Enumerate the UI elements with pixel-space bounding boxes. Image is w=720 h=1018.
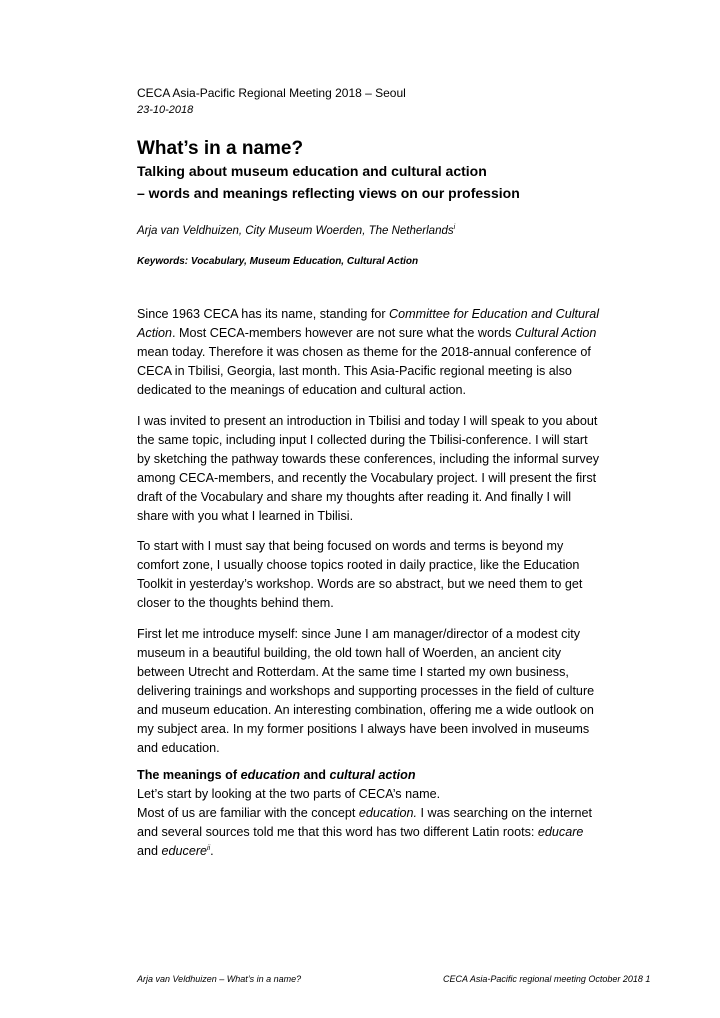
author-text: Arja van Veldhuizen, City Museum Woerden, The Netherlands [137,225,454,237]
text-run: Most of us are familiar with the concept [137,806,359,820]
text-run-italic: Action [137,326,173,340]
paragraph-line: Toolkit in yesterday’s workshop. Words are so abstract, but we need them to get [137,577,583,591]
paragraph-line: among CECA-members, and recently the Vocabulary project. I will present the first [137,471,597,485]
text-run: and several sources told me that this word has two different Latin roots: [137,825,538,839]
paragraph-line: share with you what I learned in Tbilisi. [137,509,354,523]
meeting-header: CECA Asia-Pacific Regional Meeting 2018 – Seoul [137,86,406,100]
paragraph-line: I was invited to present an introduction in Tbilisi and today I will speak to you about [137,414,598,428]
page-title: What’s in a name? [137,138,304,159]
paragraph-line: mean today. Therefore it was chosen as theme for the 2018-annual conference of [137,345,591,359]
text-run-italic: cultural action [329,768,416,782]
paragraph-line: the same topic, including input I collected during the Tbilisi-conference. I will start [137,433,588,447]
paragraph-2 [137,412,637,526]
text-run: The meanings of [137,768,241,782]
author-note-marker[interactable]: i [453,224,456,232]
paragraph-line: between Utrecht and Rotterdam. At the same time I started my own business, [137,665,569,679]
text-run-italic: education. [358,806,418,820]
text-run: . [210,844,214,858]
paragraph-line: closer to the thoughts behind them. [137,596,334,610]
text-run-italic: educere [161,844,208,858]
paragraph-1 [137,305,637,400]
paragraph-line: Let’s start by looking at the two parts of CECA’s name. [137,787,441,801]
text-run-italic: Committee for Education and Cultural [389,307,600,321]
text-run-italic: Cultural Action [514,326,597,340]
subtitle-line-1: Talking about museum education and cultural action [137,163,487,179]
footnote-marker[interactable]: ii [207,844,211,852]
paragraph-line: dedicated to the meanings of education and cultural action. [137,383,467,397]
keywords: Keywords: Vocabulary, Museum Education, Cultural Action [137,256,419,267]
text-run: and [300,768,330,782]
paragraph-line: my subject area. In my former positions I always have been involved in museums [137,722,590,736]
text-run: . Most CECA-members however are not sure what the words [172,326,515,340]
paragraph-line [137,842,637,861]
meeting-date: 23-10-2018 [137,104,194,116]
paragraph-3 [137,537,637,613]
paragraph-line [137,305,637,324]
paragraph-4 [137,625,637,758]
paragraph-5 [137,766,637,861]
text-run: and [137,844,162,858]
text-run-italic: educare [537,825,584,839]
paragraph-line: CECA in Tbilisi, Georgia, last month. This Asia-Pacific regional meeting is also [137,364,572,378]
footer-left: Arja van Veldhuizen – What’s in a name? [137,974,302,984]
paragraph-line [137,823,637,842]
paragraph-line [137,324,637,343]
paragraph-line: To start with I must say that being focused on words and terms is beyond my [137,539,564,553]
paragraph-line [137,804,637,823]
text-run: I was searching on the internet [417,806,593,820]
footer-right: CECA Asia-Pacific regional meeting October 2018 1 [443,974,651,984]
paragraph-line: delivering trainings and workshops and supporting processes in the field of culture [137,684,595,698]
subtitle [137,160,637,204]
paragraph-line: and museum education. An interesting combination, offering me a wide outlook on [137,703,594,717]
text-run-italic: education [240,768,301,782]
paragraph-line: and education. [137,741,220,755]
paragraph-line: First let me introduce myself: since June I am manager/director of a modest city [137,627,581,641]
paragraph-line: museum in a beautiful building, the old town hall of Woerden, an ancient city [137,646,562,660]
section-heading [137,766,637,785]
paragraph-line: draft of the Vocabulary and share my thoughts after reading it. And finally I will [137,490,572,504]
text-run: Since 1963 CECA has its name, standing for [137,307,390,321]
paragraph-line: by sketching the pathway towards these conferences, including the informal survey [137,452,600,466]
paragraph-line: comfort zone, I usually choose topics rooted in daily practice, like the Education [137,558,580,572]
subtitle-line-2: – words and meanings reflecting views on our profession [137,185,520,201]
author-line [137,223,637,239]
